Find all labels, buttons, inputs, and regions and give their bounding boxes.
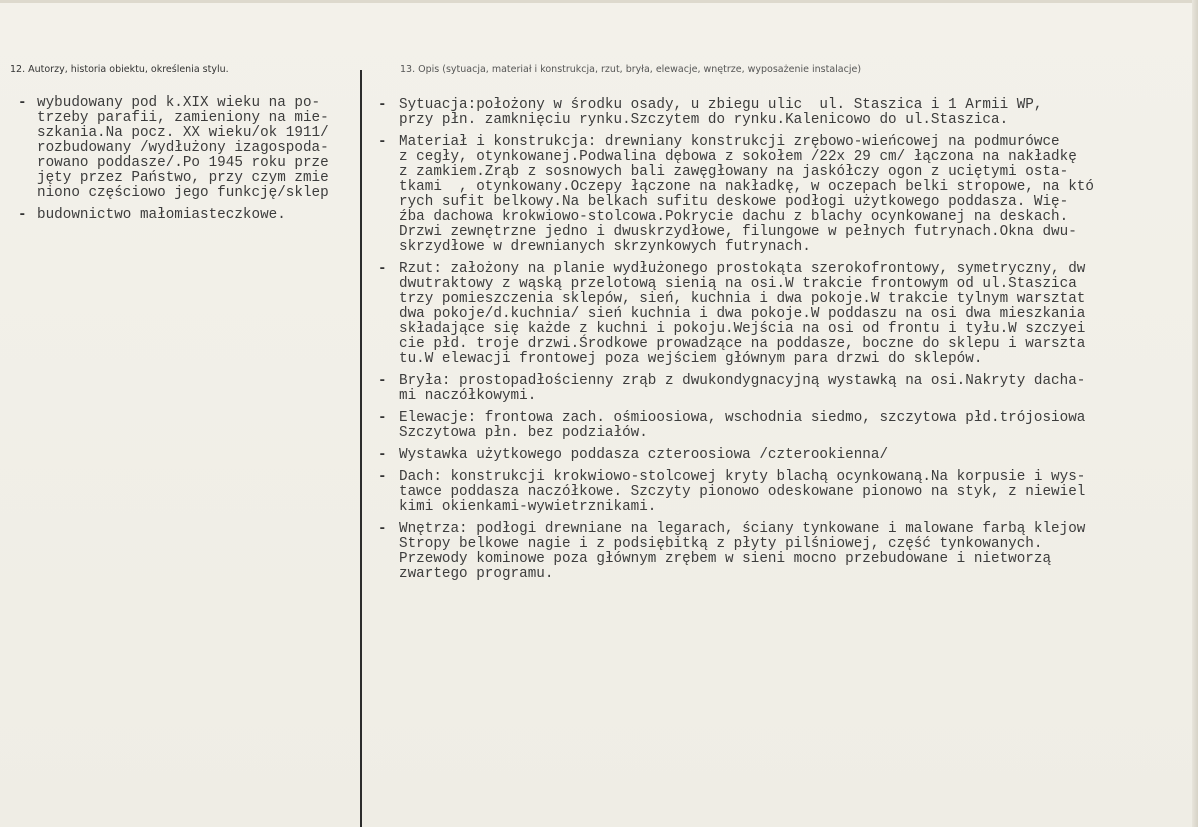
text-line: Dach: konstrukcji krokwiowo-stolcowej kryty blachą ocynkowaną.Na korpusie i wys- bbox=[399, 469, 1086, 485]
text-line: Szczytowa płn. bez podziałów. bbox=[399, 425, 648, 441]
text-line: Elewacje: frontowa zach. ośmioosiowa, wschodnia siedmo, szczytowa płd.trójosiowa bbox=[399, 410, 1086, 426]
text-line: Sytuacja:położony w środku osady, u zbiegu ulic ul. Staszica i 1 Armii WP, bbox=[399, 97, 1043, 113]
text-line: niono częściowo jego funkcję/sklep bbox=[37, 185, 329, 201]
text-line: mi naczółkowymi. bbox=[399, 388, 537, 404]
list-bullet-dash: - bbox=[378, 261, 387, 277]
description-entry bbox=[378, 522, 1198, 582]
text-line: zwartego programu. bbox=[399, 566, 554, 582]
list-bullet-dash: - bbox=[18, 95, 27, 111]
text-line: Stropy belkowe nagie i z podsiębitką z płyty pilśniowej, część tynkowanych. bbox=[399, 536, 1043, 552]
text-line: źba dachowa krokwiowo-stolcowa.Pokrycie dachu z blachy ocynkowanej na deskach. bbox=[399, 209, 1069, 225]
text-line: składające się każde z kuchni i pokoju.Wejścia na osi od frontu i tyłu.W szczyei bbox=[399, 321, 1086, 337]
text-line: tkami , otynkowany.Oczepy łączone na nakładkę, w oczepach belki stropowe, na któ bbox=[399, 179, 1094, 195]
history-entry bbox=[0, 96, 372, 201]
right-column bbox=[378, 98, 1198, 589]
description-entry bbox=[378, 374, 1198, 404]
description-entry bbox=[378, 262, 1198, 367]
list-bullet-dash: - bbox=[378, 447, 387, 463]
list-bullet-dash: - bbox=[378, 521, 387, 537]
description-entry bbox=[378, 448, 1198, 463]
text-line: trzy pomieszczenia sklepów, sień, kuchnia i dwa pokoje.W trakcie tylnym warsztat bbox=[399, 291, 1086, 307]
text-line: trzeby parafii, zamieniony na mie- bbox=[37, 110, 329, 126]
list-bullet-dash: - bbox=[378, 134, 387, 150]
text-line: Bryła: prostopadłościenny zrąb z dwukondygnacyjną wystawką na osi.Nakryty dacha- bbox=[399, 373, 1086, 389]
text-line: z zamkiem.Zrąb z sosnowych bali zawęgłowany na jaskółczy ogon z uciętymi osta- bbox=[399, 164, 1069, 180]
text-line: cie płd. troje drzwi.Środkowe prowadzące na poddasze, boczne do sklepu i warszta bbox=[399, 336, 1086, 352]
left-column bbox=[0, 96, 372, 230]
history-entry bbox=[0, 208, 372, 223]
text-line: dwutraktowy z wąską przelotową sienią na osi.W trakcie frontowym od ul.Staszica bbox=[399, 276, 1077, 292]
section-13-header: 13. Opis (sytuacja, materiał i konstrukcja, rzut, bryła, elewacje, wnętrze, wyposażenie instalacje) bbox=[400, 64, 862, 75]
text-line: skrzydłowe w drewnianych skrzynkowych futrynach. bbox=[399, 239, 811, 255]
description-entry bbox=[378, 411, 1198, 441]
text-line: Przewody kominowe poza głównym zrębem w sieni mocno przebudowane i nietworzą bbox=[399, 551, 1052, 567]
text-line: Materiał i konstrukcja: drewniany konstrukcji zrębowo-wieńcowej na podmurówce bbox=[399, 134, 1060, 150]
text-line: tu.W elewacji frontowej poza wejściem głównym para drzwi do sklepów. bbox=[399, 351, 983, 367]
text-line: rowano poddasze/.Po 1945 roku prze bbox=[37, 155, 329, 171]
text-line: kimi okienkami-wywietrznikami. bbox=[399, 499, 657, 515]
list-bullet-dash: - bbox=[378, 373, 387, 389]
page-top-edge bbox=[0, 0, 1198, 3]
text-line: rych sufit belkowy.Na belkach sufitu deskowe podłogi użytkowego poddasza. Wię- bbox=[399, 194, 1069, 210]
text-line: jęty przez Państwo, przy czym zmie bbox=[37, 170, 329, 186]
text-line: z cegły, otynkowanej.Podwalina dębowa z sokołem /22x 29 cm/ łączona na nakładkę bbox=[399, 149, 1077, 165]
text-line: tawce poddasza naczółkowe. Szczyty pionowo odeskowane pionowo na styk, z niewiel bbox=[399, 484, 1086, 500]
list-bullet-dash: - bbox=[378, 97, 387, 113]
section-12-header: 12. Autorzy, historia obiektu, określenia stylu. bbox=[10, 64, 229, 75]
description-entry bbox=[378, 135, 1198, 255]
text-line: Wystawka użytkowego poddasza czteroosiowa /czterookienna/ bbox=[399, 447, 889, 463]
text-line: Wnętrza: podłogi drewniane na legarach, ściany tynkowane i malowane farbą klejow bbox=[399, 521, 1086, 537]
text-line: szkania.Na pocz. XX wieku/ok 1911/ bbox=[37, 125, 329, 141]
list-bullet-dash: - bbox=[378, 469, 387, 485]
text-line: rozbudowany /wydłużony izagospoda- bbox=[37, 140, 329, 156]
text-line: Rzut: założony na planie wydłużonego prostokąta szerokofrontowy, symetryczny, dw bbox=[399, 261, 1086, 277]
text-line: budownictwo małomiasteczkowe. bbox=[37, 207, 286, 223]
text-line: przy płn. zamknięciu rynku.Szczytem do rynku.Kalenicowo do ul.Staszica. bbox=[399, 112, 1009, 128]
list-bullet-dash: - bbox=[18, 207, 27, 223]
text-line: wybudowany pod k.XIX wieku na po- bbox=[37, 95, 321, 111]
text-line: dwa pokoje/d.kuchnia/ sień kuchnia i dwa pokoje.W poddaszu na osi dwa mieszkania bbox=[399, 306, 1086, 322]
description-entry bbox=[378, 98, 1198, 128]
list-bullet-dash: - bbox=[378, 410, 387, 426]
text-line: Drzwi zewnętrzne jedno i dwuskrzydłowe, filungowe w pełnych futrynach.Okna dwu- bbox=[399, 224, 1077, 240]
description-entry bbox=[378, 470, 1198, 515]
